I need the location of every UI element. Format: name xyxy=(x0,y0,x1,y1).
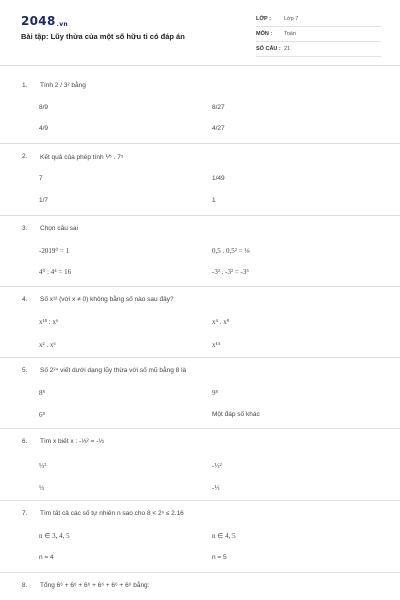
question-divider xyxy=(0,428,400,429)
meta-subject xyxy=(256,28,381,42)
option-c[interactable]: 4⁰ : 4⁴ = 16 xyxy=(39,268,72,276)
option-d[interactable]: 1 xyxy=(212,197,216,204)
option-d[interactable]: Một đáp số khác xyxy=(212,411,260,418)
question-number: 3. xyxy=(22,225,28,232)
option-c[interactable]: x² . x⁶ xyxy=(39,341,56,349)
question-text: Tìm tất cả các số tự nhiên n sao cho 8 < 2ⁿ ≤ 2.16 xyxy=(40,510,184,517)
meta-count-label: SỐ CÂU : xyxy=(256,46,281,52)
option-b[interactable]: 0,5 . 0,5² = ⅛ xyxy=(212,247,250,255)
option-c[interactable]: 4/9 xyxy=(39,125,49,132)
question-text: Số 2²⁴ viết dưới dạng lũy thừa với số mũ bằng 8 là xyxy=(40,367,187,374)
question-text: Số x¹² (với x ≠ 0) không bằng số nào sau đây? xyxy=(40,296,174,303)
option-d[interactable]: -3² . -3² = -3⁵ xyxy=(212,268,249,276)
question-divider xyxy=(0,572,400,573)
meta-subject-label: MÔN : xyxy=(256,31,273,37)
option-b[interactable]: 8/27 xyxy=(212,104,225,111)
option-a[interactable]: n ∈ 3, 4, 5 xyxy=(39,532,70,540)
meta-subject-value: Toán xyxy=(284,31,296,37)
question-text: Kết quả của phép tính ⅟⁵ . 7⁵ xyxy=(40,154,124,161)
option-b[interactable]: 1/49 xyxy=(212,175,225,182)
option-a[interactable]: 8/9 xyxy=(39,104,49,111)
header-divider xyxy=(0,65,400,66)
option-d[interactable]: 4/27 xyxy=(212,125,225,132)
question-number: 4. xyxy=(22,296,28,303)
question-divider xyxy=(0,500,400,501)
option-b[interactable]: -⅓² xyxy=(212,462,222,470)
question-number: 1. xyxy=(22,82,28,89)
question-divider xyxy=(0,143,400,144)
site-logo[interactable] xyxy=(21,14,68,28)
meta-count xyxy=(256,43,381,57)
option-d[interactable]: n = 5 xyxy=(212,554,227,561)
question-text: Chọn câu sai xyxy=(40,225,78,232)
option-b[interactable]: n ∈ 4, 5 xyxy=(212,532,236,540)
question-number: 5. xyxy=(22,367,28,374)
question-text: Tìm x biết x : -⅓² = -⅓ xyxy=(40,438,104,445)
question-divider xyxy=(0,286,400,287)
option-c[interactable]: ⅓ xyxy=(39,484,45,492)
meta-class-label: LỚP : xyxy=(256,16,271,22)
meta-class xyxy=(256,13,381,27)
page-header xyxy=(0,0,400,60)
option-c[interactable]: 6⁸ xyxy=(39,411,45,419)
option-a[interactable]: -2019⁰ = 1 xyxy=(39,247,70,255)
document-title: Bài tập: Lũy thừa của một số hữu tỉ có đáp án xyxy=(21,32,185,41)
option-d[interactable]: x¹⁴ xyxy=(212,341,221,349)
question-number: 7. xyxy=(22,510,28,517)
logo-suffix: .vn xyxy=(56,21,68,28)
question-number: 6. xyxy=(22,438,28,445)
option-a[interactable]: x¹⁸ : x⁶ xyxy=(39,318,59,326)
question-text: Tính 2 / 3² bằng xyxy=(40,82,86,89)
option-a[interactable]: ⅓² xyxy=(39,462,47,470)
option-c[interactable]: n = 4 xyxy=(39,554,54,561)
option-a[interactable]: 7 xyxy=(39,175,43,182)
option-b[interactable]: x⁴ . x⁸ xyxy=(212,318,230,326)
option-c[interactable]: 1/7 xyxy=(39,197,49,204)
question-number: 8. xyxy=(22,582,28,589)
question-divider xyxy=(0,215,400,216)
meta-count-value: 21 xyxy=(284,46,291,52)
logo-main: 2048 xyxy=(21,14,56,28)
option-d[interactable]: -⅓ xyxy=(212,484,220,492)
meta-class-value: Lớp 7 xyxy=(284,16,299,22)
option-b[interactable]: 9⁸ xyxy=(212,389,218,397)
option-a[interactable]: 8⁸ xyxy=(39,389,45,397)
question-text: Tổng 6⁶ + 6⁶ + 6⁶ + 6⁶ + 6⁶ + 6⁶ bằng: xyxy=(40,582,150,589)
question-number: 2. xyxy=(22,153,28,160)
question-divider xyxy=(0,357,400,358)
